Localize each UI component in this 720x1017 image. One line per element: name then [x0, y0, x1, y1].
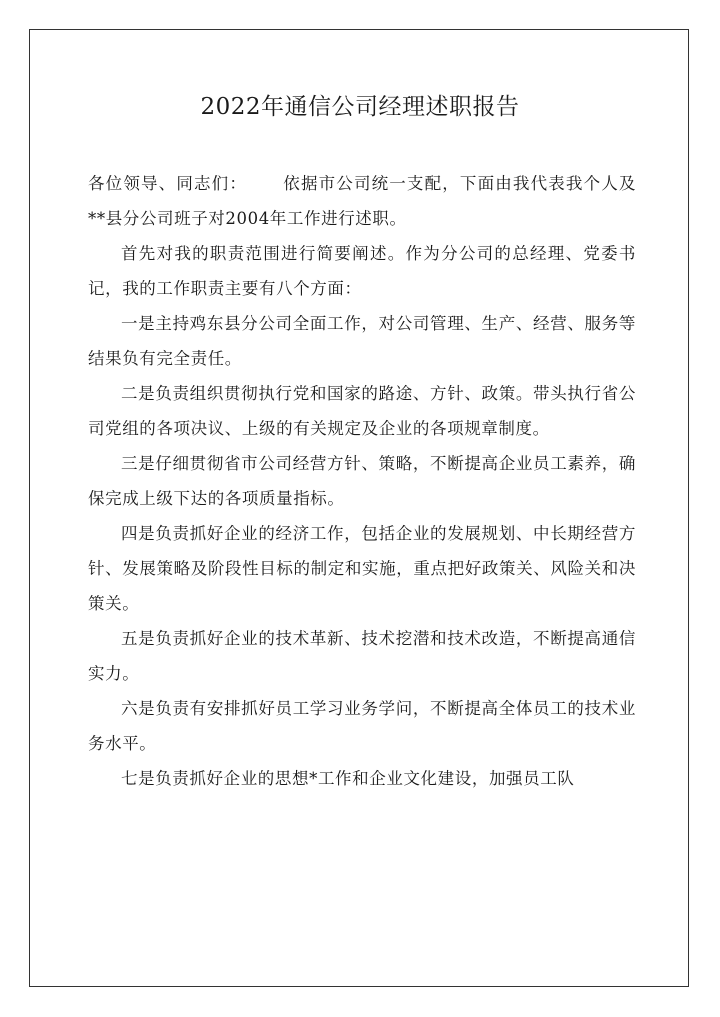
salutation: 各位领导、同志们： [88, 174, 247, 193]
paragraph-duty-4: 四是负责抓好企业的经济工作，包括企业的发展规划、中长期经营方针、发展策略及阶段性目标的制定和实施，重点把好政策关、风险关和决策关。 [88, 524, 636, 613]
paragraph-duty-6: 六是负责有安排抓好员工学习业务学问，不断提高全体员工的技术业务水平。 [88, 699, 636, 753]
paragraph-duty-3: 三是仔细贯彻省市公司经营方针、策略，不断提高企业员工素养，确保完成上级下达的各项质量指标。 [88, 454, 636, 508]
opening-text: 依据市公司统一支配，下面由我代表我个人及**县分公司班子对2004年工作进行述职。 [88, 174, 637, 228]
paragraph-scope: 首先对我的职责范围进行简要阐述。作为分公司的总经理、党委书记，我的工作职责主要有八个方面： [88, 244, 636, 298]
opening-paragraph [88, 166, 636, 236]
document-body [88, 166, 636, 796]
paragraph-duty-7: 七是负责抓好企业的思想*工作和企业文化建设，加强员工队 [121, 769, 575, 788]
paragraph-duty-1: 一是主持鸡东县分公司全面工作，对公司管理、生产、经营、服务等结果负有完全责任。 [88, 314, 636, 368]
paragraph-duty-2: 二是负责组织贯彻执行党和国家的路途、方针、政策。带头执行省公司党组的各项决议、上级的有关规定及企业的各项规章制度。 [88, 384, 636, 438]
paragraph-duty-5: 五是负责抓好企业的技术革新、技术挖潜和技术改造，不断提高通信实力。 [88, 629, 636, 683]
document-title: 2022年通信公司经理述职报告 [200, 94, 520, 120]
